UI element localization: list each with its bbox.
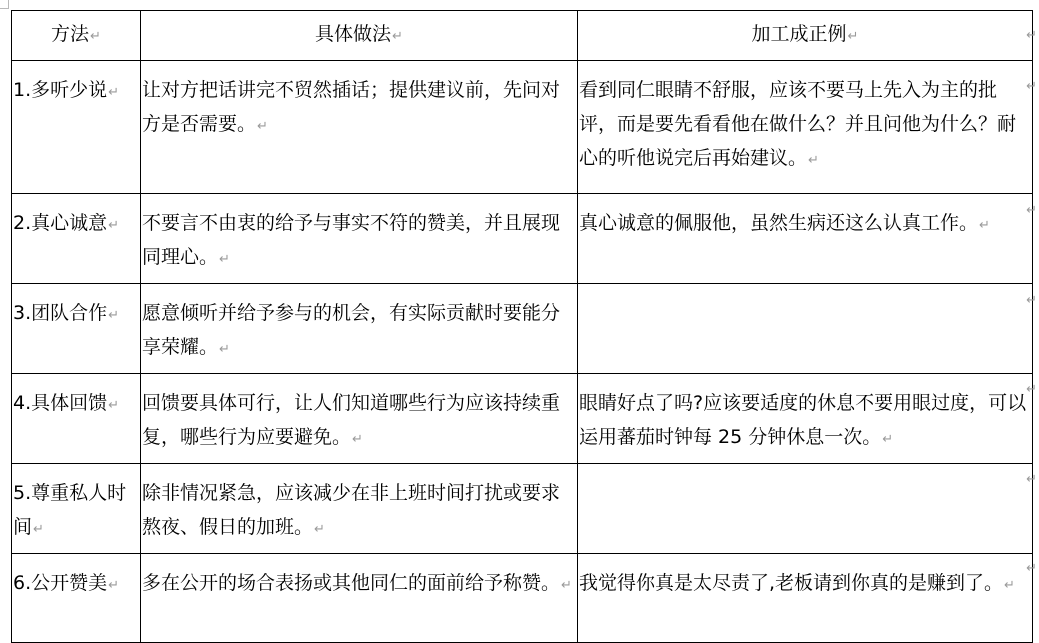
practice-cell	[141, 61, 578, 194]
practice-text: 不要言不由衷的给予与事实不符的赞美，并且展现同理心。	[142, 212, 561, 268]
method-cell	[12, 554, 141, 643]
paragraph-mark: ↵	[352, 432, 363, 447]
method-cell	[12, 374, 141, 464]
header-example-label: 加工成正例	[751, 23, 847, 45]
method-text: 3.团队合作	[13, 302, 108, 324]
paragraph-mark: ↵	[219, 252, 230, 267]
row-end-mark: ↵	[1026, 561, 1037, 576]
method-text: 4.具体回馈	[13, 392, 108, 414]
practice-cell	[141, 284, 578, 374]
practice-cell	[141, 374, 578, 464]
method-text: 1.多听少说	[13, 79, 108, 101]
paragraph-mark: ↵	[108, 578, 120, 593]
table-row	[12, 284, 1033, 374]
practice-text: 愿意倾听并给予参与的机会，有实际贡献时要能分享荣耀。	[142, 302, 561, 358]
practice-text: 除非情况紧急，应该减少在非上班时间打扰或要求熬夜、假日的加班。	[142, 482, 561, 538]
practice-text: 多在公开的场合表扬或其他同仁的面前给予称赞。	[142, 572, 561, 594]
example-cell	[578, 554, 1033, 643]
method-cell	[12, 464, 141, 554]
header-practice	[141, 11, 578, 61]
paragraph-mark: ↵	[257, 119, 268, 134]
example-cell	[578, 464, 1033, 554]
paragraph-mark: ↵	[108, 398, 120, 413]
example-text: 看到同仁眼睛不舒服，应该不要马上先入为主的批评，而是要先看看他在做什么？并且问他为什么？耐心的听他说完后再始建议。	[579, 79, 1017, 169]
practice-cell	[141, 194, 578, 284]
paragraph-mark: ↵	[219, 342, 230, 357]
paragraph-mark: ↵	[108, 85, 120, 100]
method-cell	[12, 61, 141, 194]
table-row	[12, 374, 1033, 464]
row-end-mark: ↵	[1026, 472, 1037, 487]
table-row	[12, 464, 1033, 554]
paragraph-mark: ↵	[847, 29, 859, 44]
example-cell	[578, 284, 1033, 374]
row-end-mark: ↵	[1026, 28, 1037, 43]
methods-table	[11, 10, 1033, 643]
header-row	[12, 11, 1033, 61]
paragraph-mark: ↵	[979, 218, 990, 233]
paragraph-mark: ↵	[90, 29, 101, 44]
table-row	[12, 554, 1033, 643]
example-text: 我觉得你真是太尽责了,老板请到你真的是赚到了。	[579, 572, 1004, 594]
method-cell	[12, 194, 141, 284]
example-cell	[578, 374, 1033, 464]
row-end-mark: ↵	[1026, 79, 1037, 94]
paragraph-mark: ↵	[808, 153, 819, 168]
row-end-mark: ↵	[1026, 203, 1037, 218]
method-text: 6.公开赞美	[13, 572, 108, 594]
paragraph-mark: ↵	[1004, 578, 1015, 593]
header-method-label: 方法	[51, 23, 90, 45]
method-text: 2.真心诚意	[13, 212, 108, 234]
practice-cell	[141, 554, 578, 643]
row-end-mark: ↵	[1026, 293, 1037, 308]
paragraph-mark: ↵	[561, 578, 572, 593]
header-example	[578, 11, 1033, 61]
example-cell	[578, 194, 1033, 284]
example-text: 真心诚意的佩服他，虽然生病还这么认真工作。	[579, 212, 979, 234]
table-row	[12, 61, 1033, 194]
paragraph-mark: ↵	[314, 522, 325, 537]
example-cell	[578, 61, 1033, 194]
practice-cell	[141, 464, 578, 554]
page-corner-mark	[0, 0, 9, 9]
paragraph-mark: ↵	[882, 432, 894, 447]
practice-text: 回馈要具体可行，让人们知道哪些行为应该持续重复，哪些行为应要避免。	[142, 392, 561, 448]
paragraph-mark: ↵	[33, 522, 44, 537]
method-cell	[12, 284, 141, 374]
paragraph-mark: ↵	[392, 29, 403, 44]
example-text: 眼睛好点了吗?应该要适度的休息不要用眼过度，可以运用蕃茄时钟每 25 分钟休息一次。	[579, 392, 1027, 448]
method-text: 5.尊重私人时间	[13, 482, 127, 538]
practice-text: 让对方把话讲完不贸然插话；提供建议前，先问对方是否需要。	[142, 79, 561, 135]
header-practice-label: 具体做法	[315, 23, 392, 45]
row-end-mark: ↵	[1026, 382, 1037, 397]
paragraph-mark: ↵	[108, 218, 120, 233]
paragraph-mark: ↵	[108, 308, 120, 323]
header-method	[12, 11, 141, 61]
table-row	[12, 194, 1033, 284]
